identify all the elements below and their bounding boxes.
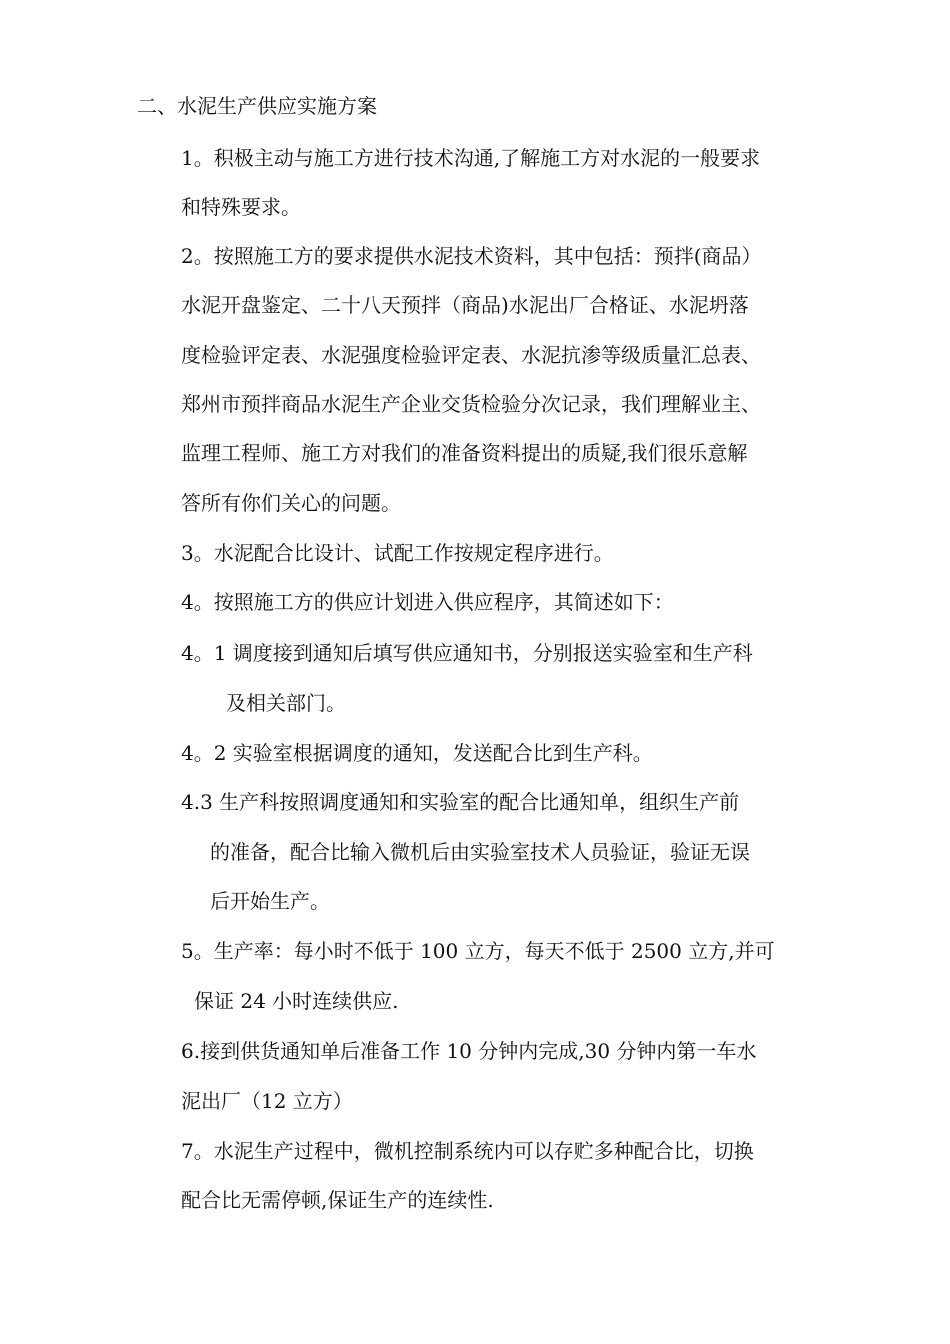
paragraph-line: 度检验评定表、水泥强度检验评定表、水泥抗渗等级质量汇总表、	[181, 343, 761, 367]
paragraph-line: 配合比无需停顿,保证生产的连续性.	[181, 1188, 494, 1212]
paragraph-line: 郑州市预拌商品水泥生产企业交货检验分次记录，我们理解业主、	[181, 392, 761, 416]
paragraph-line: 监理工程师、施工方对我们的准备资料提出的质疑,我们很乐意解	[181, 441, 748, 465]
paragraph-line: 4.3 生产科按照调度通知和实验室的配合比通知单，组织生产前	[181, 790, 740, 814]
paragraph-line: 1。积极主动与施工方进行技术沟通,了解施工方对水泥的一般要求	[181, 146, 761, 170]
paragraph-line: 水泥开盘鉴定、二十八天预拌（商品)水泥出厂合格证、水泥坍落	[181, 293, 749, 317]
paragraph-line: 保证 24 小时连续供应.	[194, 989, 399, 1013]
paragraph-line: 答所有你们关心的问题。	[181, 491, 401, 515]
paragraph-line: 和特殊要求。	[181, 195, 301, 219]
paragraph-line: 4。2 实验室根据调度的通知，发送配合比到生产科。	[181, 741, 653, 765]
paragraph-line: 3。水泥配合比设计、试配工作按规定程序进行。	[181, 541, 614, 565]
paragraph-line: 后开始生产。	[210, 889, 330, 913]
paragraph-line: 5。生产率：每小时不低于 100 立方，每天不低于 2500 立方,并可	[181, 939, 775, 963]
paragraph-line: 4。按照施工方的供应计划进入供应程序，其简述如下：	[181, 590, 674, 614]
paragraph-line: 的准备，配合比输入微机后由实验室技术人员验证，验证无误	[210, 840, 750, 864]
paragraph-line: 7。水泥生产过程中，微机控制系统内可以存贮多种配合比，切换	[181, 1139, 754, 1163]
paragraph-line: 2。按照施工方的要求提供水泥技术资料，其中包括：预拌(商品）	[181, 244, 762, 268]
paragraph-line: 及相关部门。	[226, 691, 346, 715]
paragraph-line: 6.接到供货通知单后准备工作 10 分钟内完成,30 分钟内第一车水	[181, 1039, 757, 1063]
paragraph-line: 泥出厂（12 立方）	[181, 1089, 353, 1113]
paragraph-line: 4。1 调度接到通知后填写供应通知书，分别报送实验室和生产科	[181, 641, 753, 665]
section-title: 二、水泥生产供应实施方案	[137, 94, 377, 118]
